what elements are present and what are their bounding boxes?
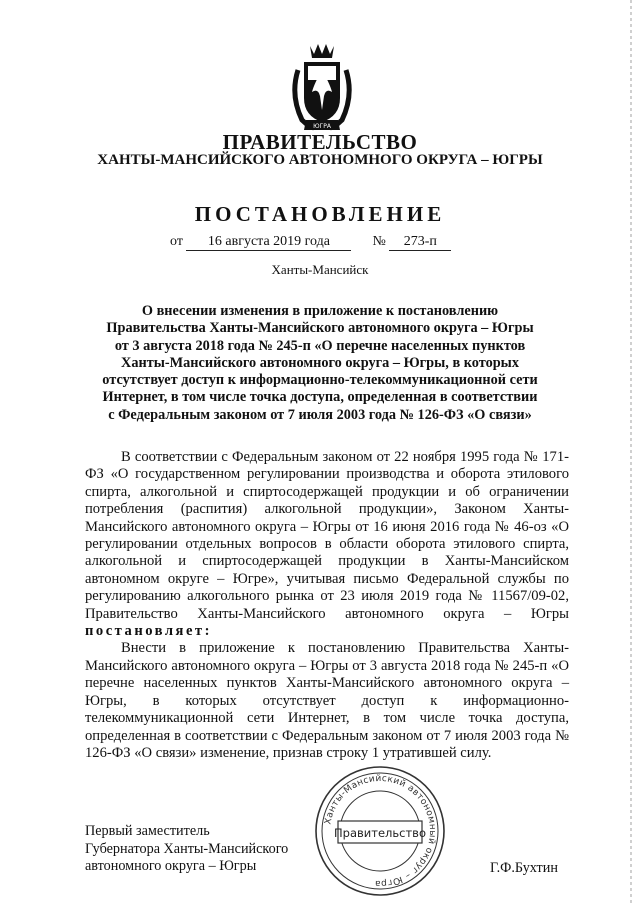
document-date: 16 августа 2019 года bbox=[186, 234, 351, 251]
document-title bbox=[90, 303, 550, 424]
date-prefix: от bbox=[170, 234, 183, 249]
document-number: 273-п bbox=[389, 234, 451, 251]
official-seal-stamp bbox=[312, 763, 448, 899]
title-line: Правительства Ханты-Мансийского автономного округа – Югры bbox=[106, 320, 534, 337]
position-line: Первый заместитель bbox=[85, 823, 210, 839]
signatory-name: Г.Ф.Бухтин bbox=[490, 860, 558, 876]
number-prefix: № bbox=[372, 234, 386, 249]
body-paragraph-1 bbox=[85, 449, 569, 640]
seal-ring-text: Ханты-Мансийский автономный округ – Югра bbox=[323, 773, 438, 889]
resolves-word: постановляет: bbox=[85, 623, 212, 640]
title-line: Интернет, в том числе точка доступа, определенная в соответствии bbox=[102, 389, 538, 406]
position-line: Губернатора Ханты-Мансийского bbox=[85, 840, 289, 857]
title-line: О внесении изменения в приложение к постановлению bbox=[141, 303, 499, 319]
title-line: Ханты-Мансийского автономного округа – Югры, в которых bbox=[121, 354, 519, 371]
title-line: отсутствует доступ к информационно-телекоммуникационной сети bbox=[102, 372, 538, 389]
emblem-caption: ЮГРА bbox=[313, 123, 331, 130]
government-title: ПРАВИТЕЛЬСТВО bbox=[222, 130, 418, 154]
khmao-coat-of-arms-icon bbox=[284, 40, 360, 136]
title-line: от 3 августа 2018 года № 245-п «О перечне населенных пунктов bbox=[114, 337, 526, 354]
document-body bbox=[85, 449, 569, 762]
position-line: автономного округа – Югры bbox=[85, 858, 257, 874]
seal-center-text: Правительство bbox=[334, 826, 426, 840]
region-title: ХАНТЫ-МАНСИЙСКОГО АВТОНОМНОГО ОКРУГА – ЮГРЫ bbox=[97, 152, 543, 168]
city: Ханты-Мансийск bbox=[271, 262, 369, 277]
signatory-position bbox=[85, 823, 288, 876]
date-number-line bbox=[170, 234, 451, 251]
preamble-text: В соответствии с Федеральным законом от 22 ноября 1995 года № 171-ФЗ «О государственном регулировании производства и оборота этилового спирта, алкогольной и спиртосодержащей продукции и об ограничении потребления (распития) алкогольной продукции», Законом Ханты-Мансийского автономного округа – Югры от 16 июня 2016 года № 46-оз «О регулировании отдельных вопросов в области оборота этилового спирта, алкогольной и спиртосодержащей продукции в Ханты-Мансийском автономном округе – Югре», учитывая письмо Федеральной службы по регулированию алкогольного рынка от 23 июля 2019 года № 11567/09-02, Правительство Ханты-Мансийского автономного округа – Югры bbox=[85, 449, 569, 622]
body-paragraph-2: Внести в приложение к постановлению Правительства Ханты-Мансийского автономного округа – Югры от 3 августа 2018 года № 245-п «О перечне населенных пунктов Ханты-Мансийского автономного округа – Югры, в которых отсутствует доступ к информационно-телекоммуникационной сети Интернет, в том числе точка доступа, определенная в соответствии с Федеральным законом от 7 июля 2003 года № 126-ФЗ «О связи» изменение, признав строку 1 утратившей силу. bbox=[85, 640, 569, 761]
title-line: с Федеральным законом от 7 июля 2003 года № 126-ФЗ «О связи» bbox=[108, 406, 532, 423]
document-type: ПОСТАНОВЛЕНИЕ bbox=[194, 202, 446, 226]
